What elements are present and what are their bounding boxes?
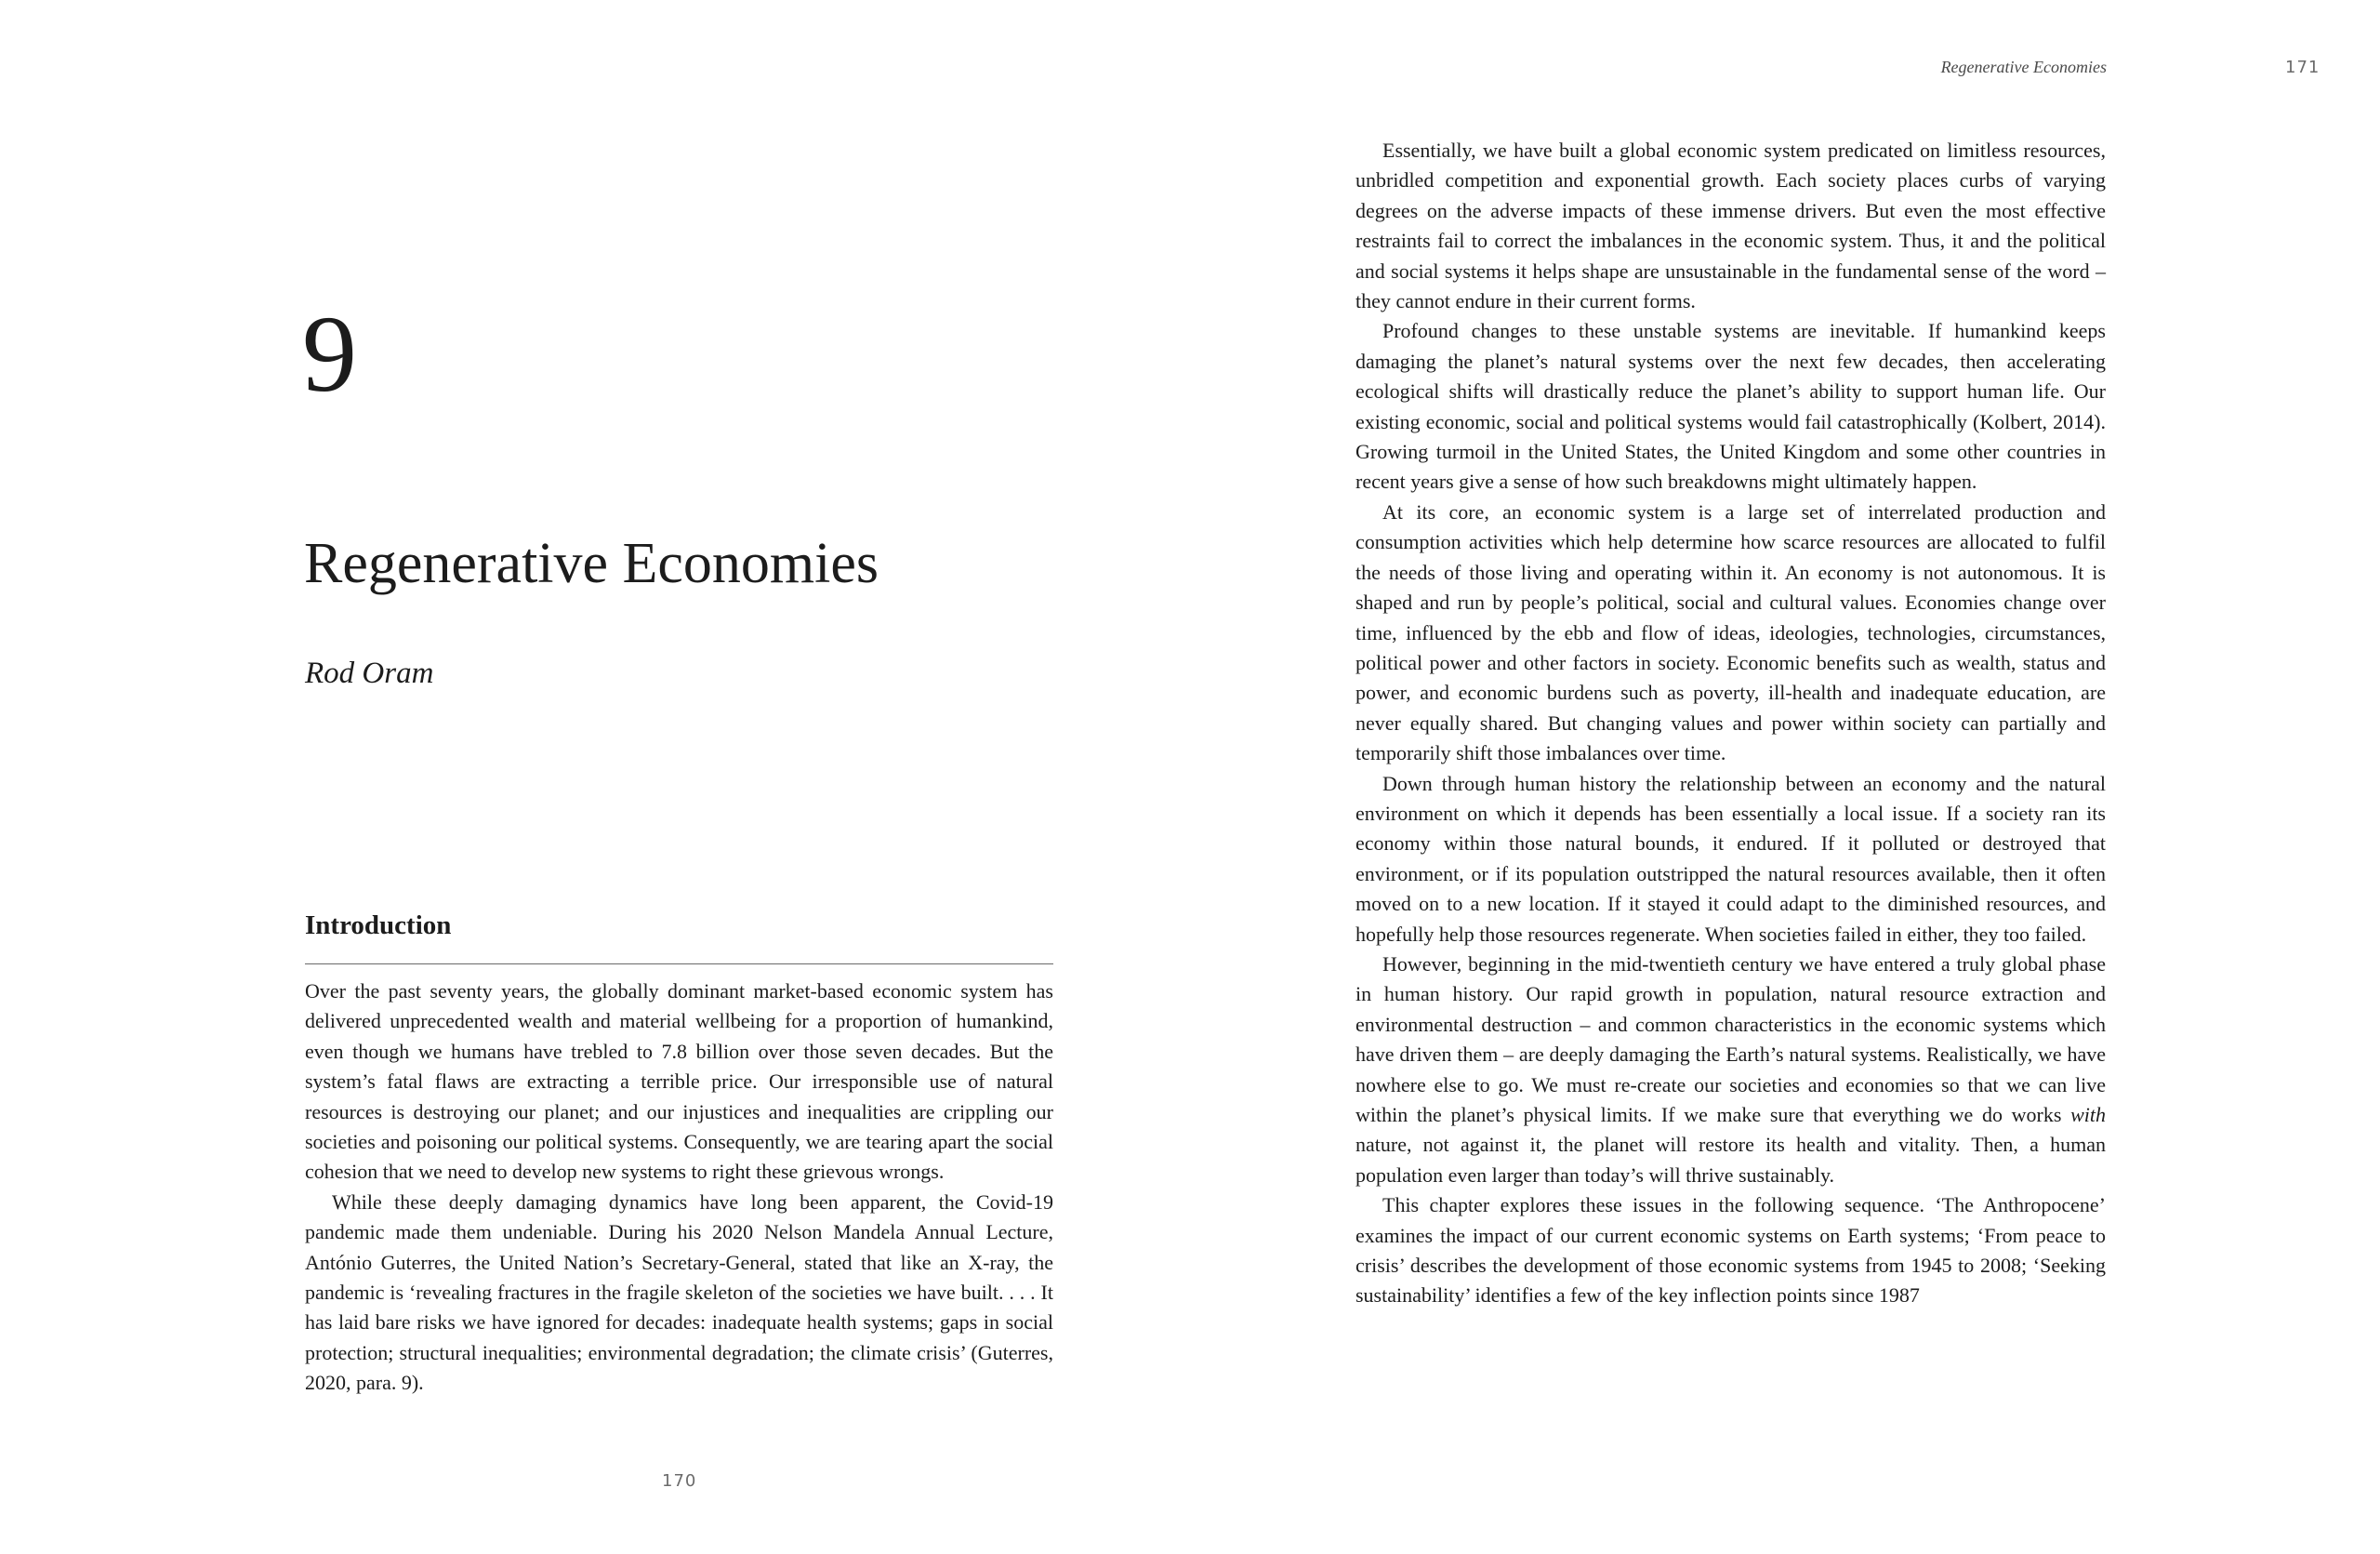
left-body-text bbox=[305, 976, 1053, 1399]
body-paragraph: Profound changes to these unstable systems are inevitable. If humankind keeps damaging the planet’s natural systems over the next few decades, then accelerating ecological shifts will drastically reduce the planet’s ability to support human life. Our existing economic, social and political systems would fail catastrophically (Kolbert, 2014). Growing turmoil in the United States, the United Kingdom and some other countries in recent years give a sense of how such breakdowns might ultimately happen. bbox=[1355, 319, 2106, 494]
body-paragraph: While these deeply damaging dynamics have long been apparent, the Covid-19 pandemic made them undeniable. During his 2020 Nelson Mandela Annual Lecture, António Guterres, the United Nation’s Secretary-General, stated that like an X-ray, the pandemic is ‘revealing fractures in the fragile skeleton of the societies we have built. . . . It has laid bare risks we have ignored for decades: inadequate health systems; gaps in social protection; structural inequalities; environmental degradation; the climate crisis’ (Guterres, 2020, para. 9). bbox=[305, 1189, 1053, 1395]
body-paragraph: This chapter explores these issues in the following sequence. ‘The Anthropocene’ examines the impact of our current economic systems on Earth systems; ‘From peace to crisis’ describes the development of those economic systems from 1945 to 2008; ‘Seeking sustainability’ identifies a few of the key inflection points since 1987 bbox=[1355, 1193, 2106, 1308]
paragraph-text: However, beginning in the mid-twentieth century we have entered a truly global phase in human history. Our rapid growth in population, natural resource extraction and environmental destruction – and common characteristics in the economic systems which have driven them – are deeply damaging the Earth’s natural systems. Realistically, we have nowhere else to go. We must re-create our societies and economies so that we can live within the planet’s physical limits. If we make sure that everything we do works bbox=[1355, 951, 2106, 1126]
right-page bbox=[1190, 0, 2380, 1554]
chapter-title: Regenerative Economies bbox=[304, 532, 879, 595]
page-number: 170 bbox=[662, 1471, 697, 1491]
section-heading-introduction: Introduction bbox=[305, 910, 452, 940]
running-head: Regenerative Economies bbox=[1940, 58, 2107, 76]
body-paragraph: Essentially, we have built a global economic system predicated on limitless resources, unbridled competition and exponential growth. Each society places curbs of varying degrees on the adverse impacts of these immense drivers. But even the most effective restraints fail to correct the imbalances in the economic system. Thus, it and the political and social systems it helps shape are unsustainable in the fundamental sense of the word – they cannot endure in their current forms. bbox=[1355, 139, 2106, 313]
section-divider bbox=[305, 963, 1053, 964]
page-number: 171 bbox=[2285, 58, 2320, 77]
chapter-author: Rod Oram bbox=[305, 657, 434, 690]
right-body-text bbox=[1355, 136, 2106, 1311]
chapter-number: 9 bbox=[302, 293, 355, 415]
body-paragraph: At its core, an economic system is a large set of interrelated production and consumption activities which help determine how scarce resources are allocated to fulfil the needs of those living and operating within it. An economy is not autonomous. It is shaped and run by people’s political, social and cultural values. Economies change over time, influenced by the ebb and flow of ideas, ideologies, technologies, circumstances, political power and other factors in society. Economic benefits such as wealth, status and power, and economic burdens such as poverty, ill-health and inadequate education, are never equally shared. But changing values and power within society can partially and temporarily shift those imbalances over time. bbox=[1355, 499, 2106, 765]
emphasized-word: with bbox=[2070, 1103, 2106, 1126]
paragraph-text: nature, not against it, the planet will restore its health and vitality. Then, a human population even larger than today’s will thrive sustainably. bbox=[1355, 1133, 2106, 1187]
body-paragraph: Over the past seventy years, the globally dominant market-based economic system has delivered unprecedented wealth and material wellbeing for a proportion of humankind, even though we humans have trebled to 7.8 billion over those seven decades. But the system’s fatal flaws are extracting a terrible price. Our irresponsible use of natural resources is destroying our planet; and our injustices and inequalities are crippling our societies and poisoning our political systems. Consequently, we are tearing apart the social cohesion that we need to develop new systems to right these grievous wrongs. bbox=[305, 979, 1053, 1184]
body-paragraph: Down through human history the relationship between an economy and the natural environment on which it depends has been essentially a local issue. If a society ran its economy within those natural bounds, it endured. If it polluted or destroyed that environment, or if its population outstripped the natural resources available, then it often moved on to a new location. If it stayed it could adapt to the diminished resources, and hopefully help those resources regenerate. When societies failed in either, they too failed. bbox=[1355, 771, 2106, 946]
body-paragraph bbox=[1355, 950, 2106, 1190]
